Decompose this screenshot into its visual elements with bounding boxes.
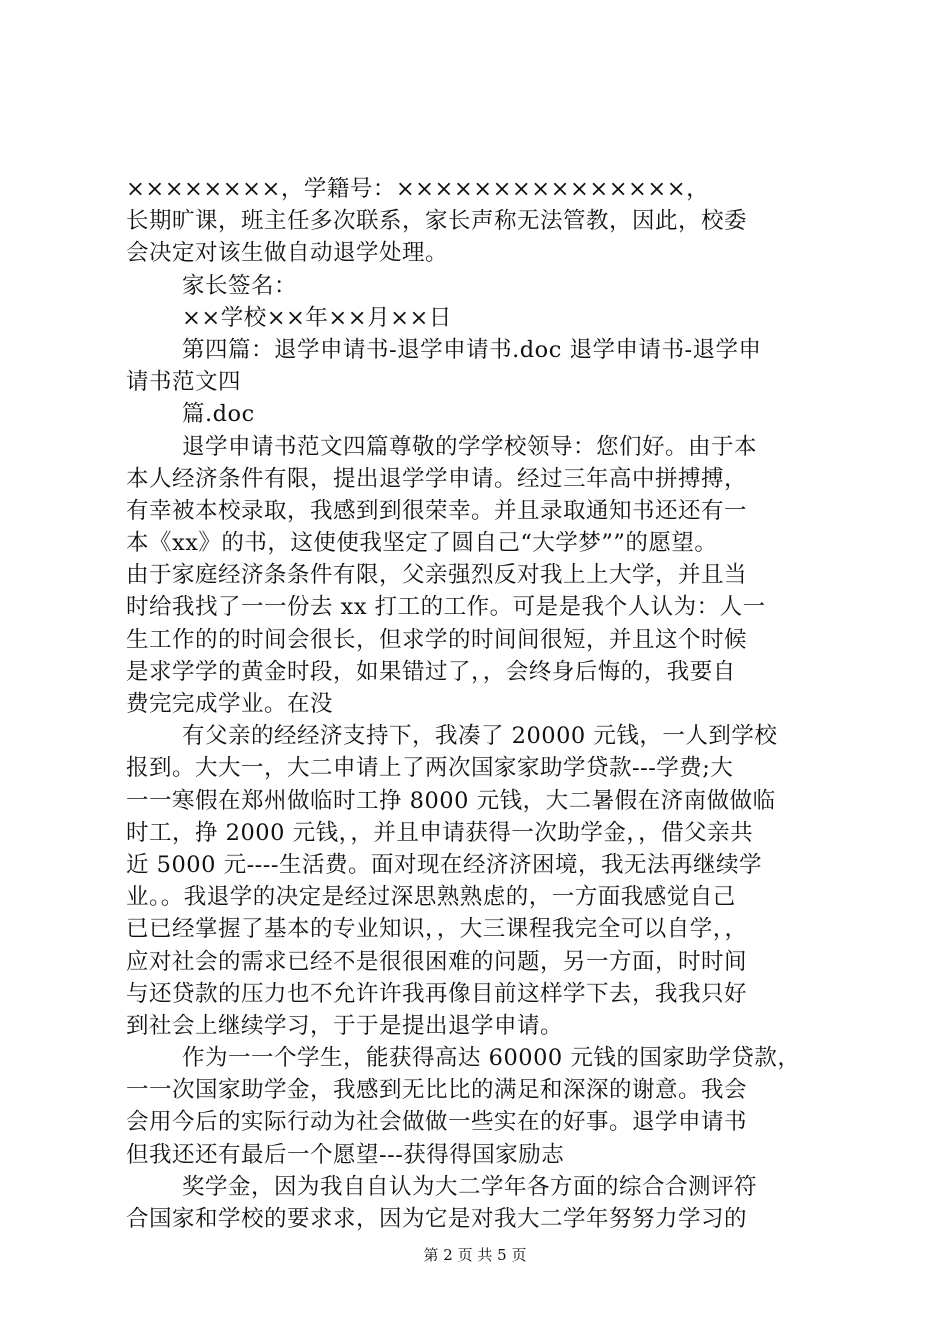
text-line: 到社会上继续学习，于于是提出退学申请。 (126, 1012, 564, 1039)
text-line: 应对社会的需求已经不是很很困难的问题，另一方面，时时间 (126, 948, 748, 975)
text-line: 有幸被本校录取，我感到到很荣幸。并且录取通知书还还有一 (126, 497, 748, 524)
text-line: 奖学金，因为我自自认为大二学年各方面的综合合测评符 (182, 1173, 758, 1200)
text-line: ××学校××年××月××日 (182, 304, 452, 331)
text-line: 一一寒假在郑州做临时工挣 8000 元钱，大二暑假在济南做做临 (126, 787, 776, 814)
text-line: 是求学学的黄金时段，如果错过了，，会终身后悔的，我要自 (126, 658, 736, 685)
text-line: 业。。我退学的决定是经过深思熟熟虑的，一方面我感觉自己 (126, 884, 736, 911)
text-line: 第四篇：退学申请书-退学申请书.doc 退学申请书-退学申 (182, 336, 762, 363)
text-line: 家长签名： (182, 272, 298, 299)
document-body (126, 173, 834, 1235)
text-line: 请书范文四 (126, 369, 242, 396)
text-line: 会决定对该生做自动退学处理。 (126, 240, 449, 267)
text-line: 由于家庭经济条条件有限，父亲强烈反对我上上大学，并且当 (126, 562, 748, 589)
text-line: 会用今后的实际行动为社会做做一些实在的好事。退学申请书 (126, 1109, 748, 1136)
text-line: 长期旷课，班主任多次联系，家长声称无法管教，因此，校委 (126, 208, 748, 235)
text-line: 费完完成学业。在没 (126, 691, 334, 717)
page-footer: 第 2 页 共 5 页 (423, 1246, 527, 1264)
text-line: 作为一一个学生，能获得高达 60000 元钱的国家助学贷款， (182, 1045, 801, 1072)
text-line: 时给我找了一一份去 xx 打工的工作。可是是我个人认为：人一 (126, 594, 766, 621)
text-line: 已已经掌握了基本的专业知识，，大三课程我完全可以自学，， (126, 916, 748, 943)
text-line: 报到。大大一，大二申请上了两次国家家助学贷款---学费;大 (126, 755, 734, 782)
text-line: 近 5000 元----生活费。面对现在经济济困境，我无法再继续学 (126, 851, 762, 878)
text-line: 但我还还有最后一个愿望---获得得国家励志 (126, 1141, 565, 1168)
text-line: ××××××××，学籍号：×××××××××××××××， (126, 176, 710, 202)
text-line: 有父亲的经经济支持下，我凑了 20000 元钱，一人到学校 (182, 723, 778, 750)
text-line: 与还贷款的压力也不允许许我再像目前这样学下去，我我只好 (126, 980, 748, 1007)
text-line: 退学申请书范文四篇尊敬的学学校领导：您们好。由于本 (182, 433, 758, 460)
text-line: 时工，挣 2000 元钱，，并且申请获得一次助学金，，借父亲共 (126, 819, 754, 846)
text-line: 篇.doc (182, 401, 255, 428)
text-line: 合国家和学校的要求求，因为它是对我大二学年努努力学习的 (126, 1206, 748, 1232)
text-line: 本《xx》的书，这使使我坚定了圆自己“大学梦””的愿望。 (126, 530, 718, 557)
text-line: 生工作的的时间会很长，但求学的时间间很短，并且这个时候 (126, 626, 748, 653)
text-line: 一一次国家助学金，我感到无比比的满足和深深的谢意。我会 (126, 1077, 748, 1104)
text-line: 本人经济条件有限，提出退学学申请。经过三年高中拼搏搏， (126, 465, 748, 492)
